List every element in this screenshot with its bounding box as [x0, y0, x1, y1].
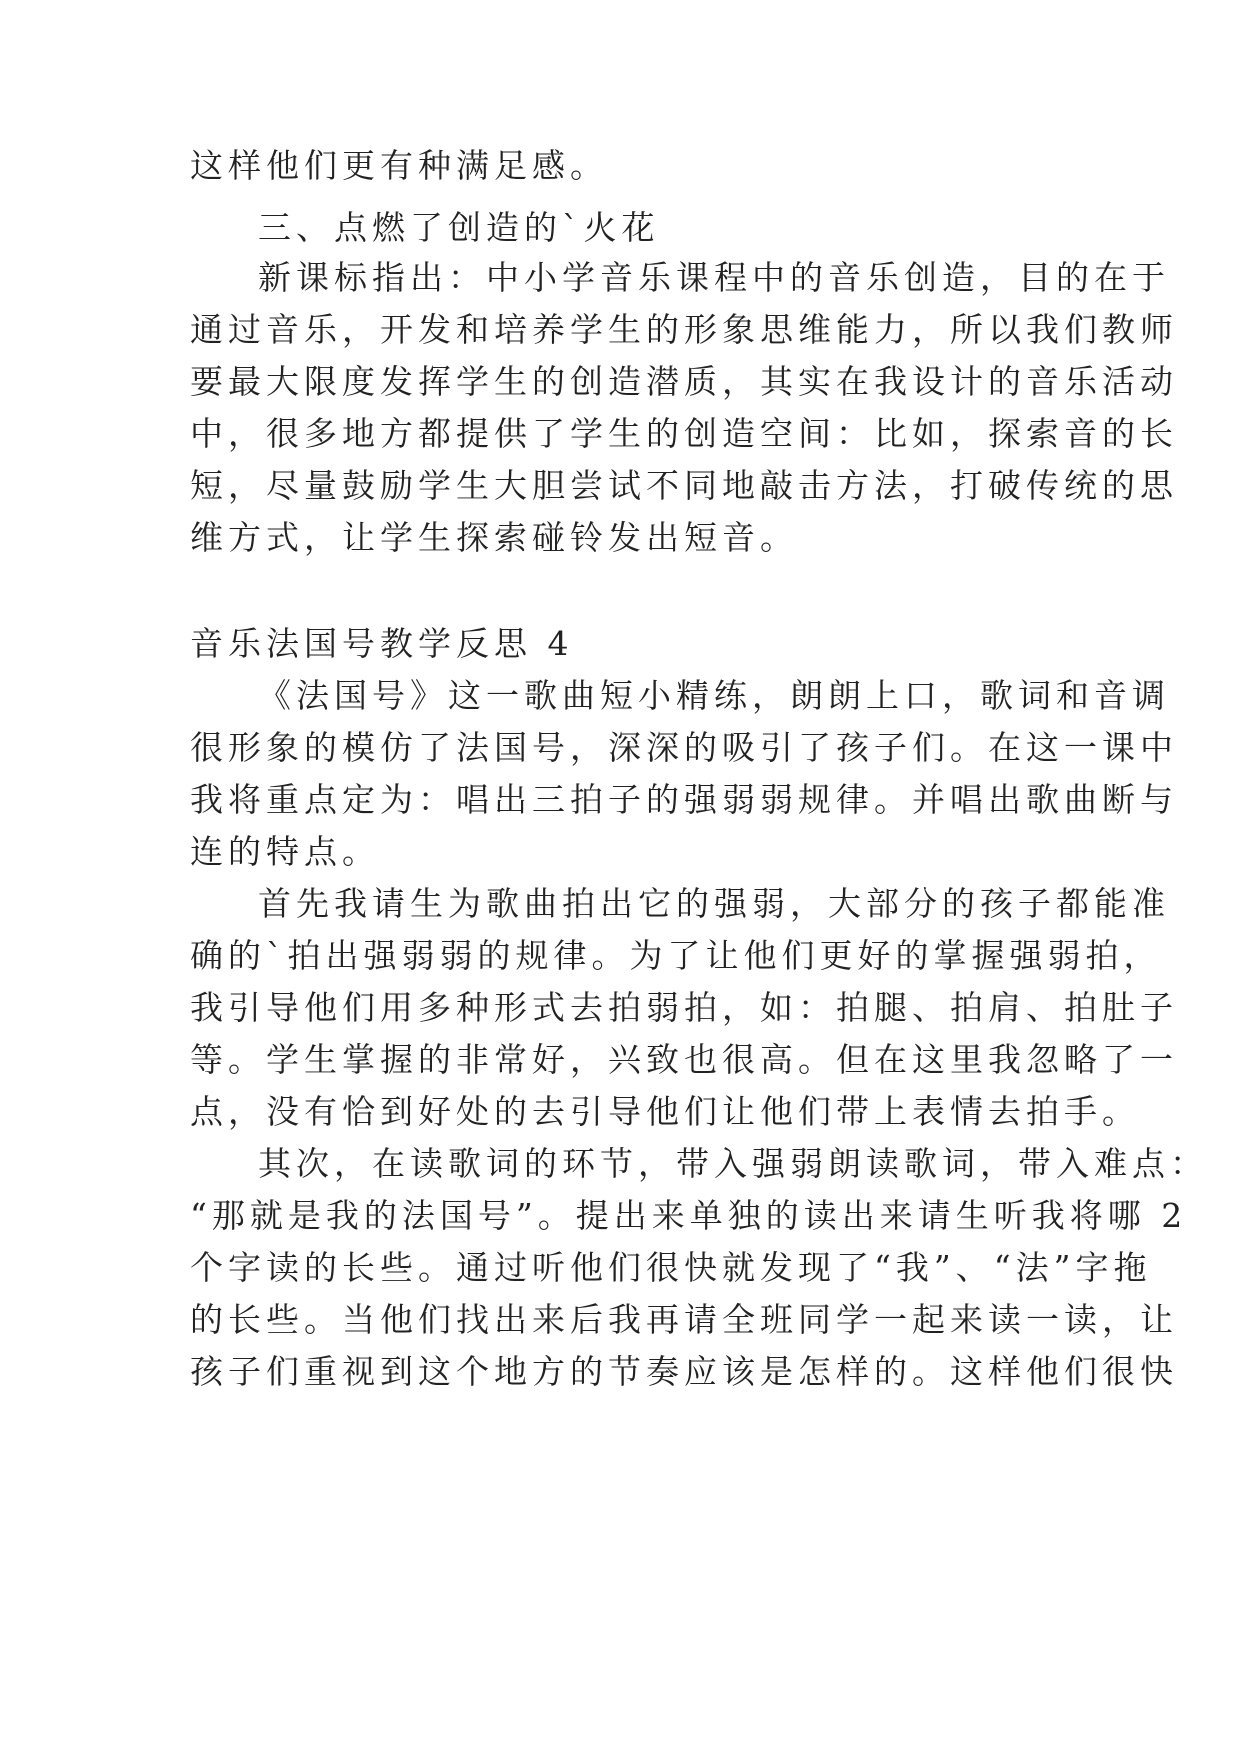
paragraph-line: 个字读的长些。通过听他们很快就发现了“我”、“法”字拖 [190, 1248, 1152, 1287]
paragraph-line: 等。学生掌握的非常好，兴致也很高。但在这里我忽略了一 [190, 1040, 1178, 1079]
paragraph-line: 短，尽量鼓励学生大胆尝试不同地敲击方法，打破传统的思 [190, 466, 1178, 505]
paragraph-line: 的长些。当他们找出来后我再请全班同学一起来读一读，让 [190, 1300, 1178, 1339]
paragraph-line: 首先我请生为歌曲拍出它的强弱，大部分的孩子都能准 [258, 884, 1170, 923]
paragraph-line: 点，没有恰到好处的去引导他们让他们带上表情去拍手。 [190, 1092, 1140, 1131]
paragraph-line: 确的`拍出强弱弱的规律。为了让他们更好的掌握强弱拍， [190, 936, 1162, 975]
section-heading: 三、点燃了创造的`火花 [258, 208, 660, 247]
paragraph-line: 《法国号》这一歌曲短小精练，朗朗上口，歌词和音调 [258, 676, 1170, 715]
paragraph-line: 通过音乐，开发和培养学生的形象思维能力，所以我们教师 [190, 310, 1178, 349]
paragraph-line: 中，很多地方都提供了学生的创造空间：比如，探索音的长 [190, 414, 1178, 453]
paragraph-line: 要最大限度发挥学生的创造潜质，其实在我设计的音乐活动 [190, 362, 1178, 401]
paragraph-line: 新课标指出：中小学音乐课程中的音乐创造，目的在于 [258, 258, 1170, 297]
paragraph-line: 我将重点定为：唱出三拍子的强弱弱规律。并唱出歌曲断与 [190, 780, 1178, 819]
paragraph-line: 其次，在读歌词的环节，带入强弱朗读歌词，带入难点： [258, 1144, 1208, 1183]
section-title: 音乐法国号教学反思 4 [190, 624, 574, 663]
closing-line: 这样他们更有种满足感。 [190, 146, 608, 185]
paragraph-line: 很形象的模仿了法国号，深深的吸引了孩子们。在这一课中 [190, 728, 1178, 767]
paragraph-line: 我引导他们用多种形式去拍弱拍，如：拍腿、拍肩、拍肚子 [190, 988, 1178, 1027]
paragraph-line: 维方式，让学生探索碰铃发出短音。 [190, 518, 798, 557]
paragraph-line: 连的特点。 [190, 832, 380, 871]
paragraph-line: “那就是我的法国号”。提出来单独的读出来请生听我将哪 2 [190, 1196, 1188, 1235]
paragraph-line: 孩子们重视到这个地方的节奏应该是怎样的。这样他们很快 [190, 1352, 1178, 1391]
